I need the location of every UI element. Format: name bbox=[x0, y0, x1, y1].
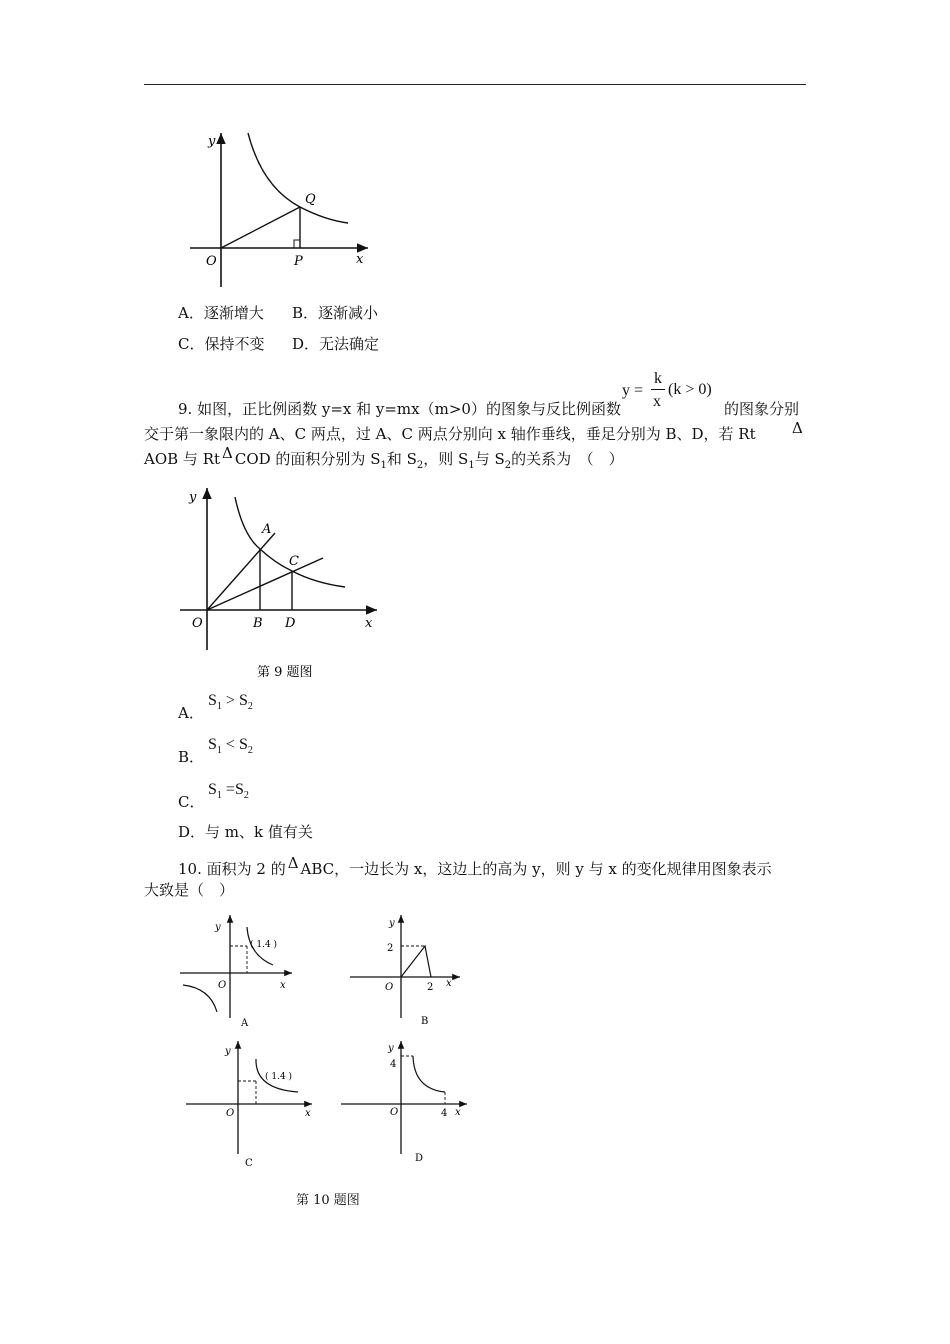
q9-label-x: x bbox=[365, 616, 373, 631]
q8-hyperbola bbox=[248, 133, 348, 223]
q8-option-c: C．保持不变 bbox=[178, 335, 265, 353]
q10-d-curve bbox=[413, 1056, 445, 1092]
q8-right-angle bbox=[294, 240, 300, 248]
svg-text:x: x bbox=[305, 1108, 311, 1119]
svg-text:2: 2 bbox=[427, 982, 434, 993]
svg-text:D: D bbox=[415, 1153, 424, 1164]
q9-line3-c: 和 S bbox=[386, 450, 417, 468]
q10-a-curve-neg bbox=[183, 985, 217, 1012]
q9-line1-b: 的图象分别 bbox=[724, 400, 800, 418]
svg-text:4: 4 bbox=[441, 1108, 448, 1119]
q8-label-o: O bbox=[206, 254, 217, 269]
q8-option-b: B．逐渐减小 bbox=[292, 304, 379, 322]
q9-line-y-eq-x bbox=[207, 533, 275, 610]
q9-formula-lhs: y = bbox=[622, 382, 644, 399]
q9-caption: 第 9 题图 bbox=[257, 665, 313, 680]
q9-line3-e: 与 S bbox=[474, 450, 505, 468]
q8-label-p: P bbox=[294, 254, 303, 269]
q8-option-a: A．逐渐增大 bbox=[178, 304, 264, 322]
q9-label-c: C bbox=[289, 554, 299, 569]
q9-formula-num: k bbox=[654, 370, 662, 387]
svg-text:y: y bbox=[225, 1046, 231, 1057]
q8-label-y: y bbox=[208, 134, 216, 149]
svg-text:y: y bbox=[388, 1043, 394, 1054]
q10-b-line bbox=[401, 946, 431, 977]
q9-label-a: A bbox=[262, 522, 272, 537]
q10-delta: Δ bbox=[287, 854, 299, 872]
svg-text:O: O bbox=[226, 1108, 235, 1119]
svg-text:x: x bbox=[446, 978, 452, 989]
q9-line-y-eq-mx bbox=[207, 558, 323, 610]
q10-graph-d bbox=[337, 1037, 477, 1167]
q8-segment-oq bbox=[221, 207, 300, 248]
q9-formula-cond: (k > 0) bbox=[668, 381, 712, 398]
q9-line2: 交于第一象限内的 A、C 两点，过 A、C 两点分别向 x 轴作垂线，垂足分别为 B、D，若 Rt bbox=[144, 425, 756, 443]
q9-line3-b: COD 的面积分别为 S bbox=[234, 450, 381, 468]
q8-figure bbox=[180, 125, 380, 295]
q9-option-d: D．与 m、k 值有关 bbox=[178, 823, 313, 841]
q9-line1-a: 9. 如图，正比例函数 y=x 和 y=mx（m>0）的图象与反比例函数 bbox=[178, 400, 621, 418]
q9-delta-2: Δ bbox=[222, 444, 233, 462]
q10-line1-b: ABC，一边长为 x，这边上的高为 y，则 y 与 x 的变化规律用图象表示 bbox=[300, 860, 772, 878]
q9-line3-a: AOB 与 Rt bbox=[144, 450, 221, 468]
svg-text:( 1.4 ): ( 1.4 ) bbox=[250, 940, 278, 950]
svg-text:y: y bbox=[389, 918, 395, 929]
svg-text:4: 4 bbox=[390, 1059, 397, 1070]
q8-label-x: x bbox=[356, 252, 364, 267]
svg-text:y: y bbox=[215, 922, 221, 933]
svg-text:C: C bbox=[245, 1158, 253, 1169]
q9-label-o: O bbox=[192, 616, 203, 631]
q9-figure bbox=[175, 485, 390, 685]
svg-text:x: x bbox=[280, 980, 286, 991]
svg-text:O: O bbox=[390, 1107, 399, 1118]
svg-text:O: O bbox=[218, 980, 227, 991]
svg-text:x: x bbox=[455, 1107, 461, 1118]
q10-line2: 大致是（ ） bbox=[144, 881, 235, 899]
svg-text:2: 2 bbox=[387, 943, 394, 954]
q10-graph-b bbox=[345, 910, 470, 1035]
svg-text:A: A bbox=[241, 1018, 249, 1029]
svg-text:O: O bbox=[385, 982, 394, 993]
q10-graph-a bbox=[175, 910, 300, 1035]
svg-text:B: B bbox=[421, 1016, 429, 1027]
q9-delta-1: Δ bbox=[792, 419, 803, 437]
q9-label-b: B bbox=[253, 616, 263, 631]
q9-line3: AOB 与 Rt Δ COD 的面积分别为 $S_1$和 $S_2$，则 $S_1$与 $S_2$的关系为 （ ） bbox=[144, 444, 624, 471]
q9-formula-den: x bbox=[653, 393, 661, 410]
q9-label-y: y bbox=[189, 490, 197, 505]
q9-label-d: D bbox=[285, 616, 296, 631]
header-rule bbox=[144, 84, 806, 85]
q10-line1 bbox=[178, 854, 772, 880]
q8-label-q: Q bbox=[305, 192, 316, 207]
svg-text:( 1.4 ): ( 1.4 ) bbox=[265, 1072, 293, 1082]
q10-line1-a: 10. 面积为 2 的 bbox=[178, 860, 286, 878]
q10-graph-c bbox=[180, 1037, 320, 1170]
q9-line3-d: ，则 S bbox=[423, 450, 469, 468]
q8-option-d: D．无法确定 bbox=[292, 335, 380, 353]
q9-line3-f: 的关系为 （ ） bbox=[511, 450, 624, 468]
q10-caption: 第 10 题图 bbox=[296, 1193, 360, 1208]
